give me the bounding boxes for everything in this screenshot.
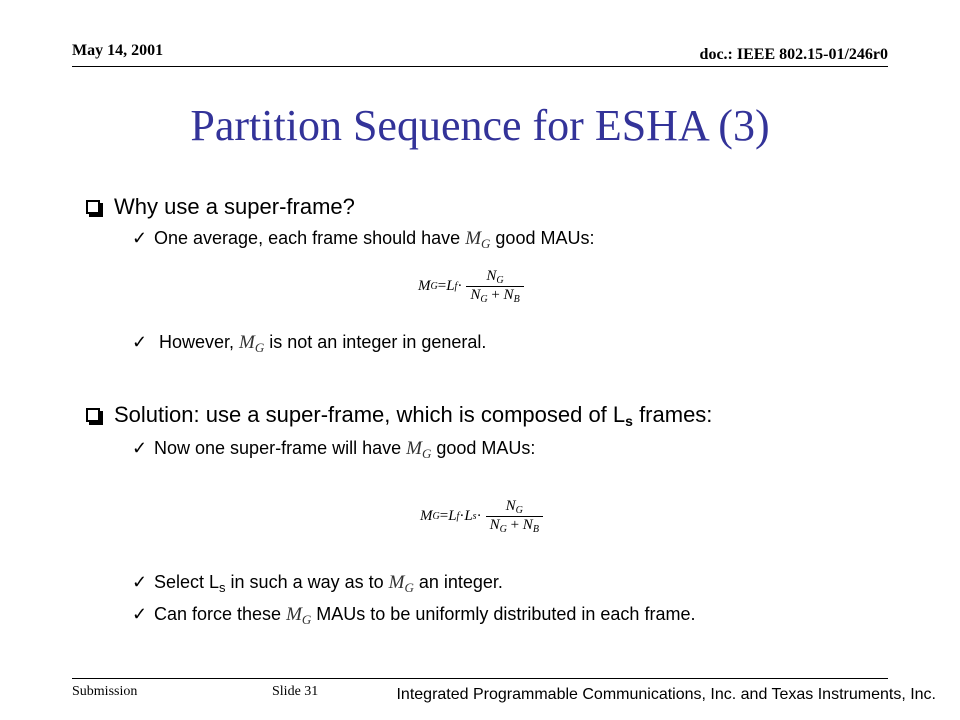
bullet-solution: Solution: use a super-frame, which is composed of $L_s$ frames: (86, 402, 712, 429)
header-rule (72, 66, 888, 67)
checkmark-icon: ✓ (132, 572, 148, 592)
footer-rule (72, 678, 888, 679)
checkmark-icon: ✓ (132, 438, 148, 458)
math-var: $M_G$ (286, 604, 312, 627)
fraction: $\frac{N_G}{N_G + N_B}$ (486, 498, 543, 535)
math-var: $M_G$ (388, 572, 414, 595)
item-not-integer (132, 332, 486, 356)
header-date: May 14, 2001 (72, 42, 164, 59)
item-super-frame-maus: ✓ Now one super-frame will have $M_G$ good MAUs: (132, 438, 536, 461)
square-bullet-icon (86, 408, 100, 422)
math-var: $M_G$ (406, 438, 432, 461)
item-text-post: good MAUs: (490, 228, 595, 248)
checkmark-icon: ✓ (132, 228, 148, 248)
slide-title: Partition Sequence for ESHA (3) (190, 101, 770, 150)
item-average-frame (132, 228, 594, 252)
bullet-why-super-frame (86, 194, 355, 220)
square-bullet-icon (86, 200, 100, 214)
item-text-pre: However, (154, 332, 240, 352)
equation-2: M G = L f · L s · $\frac{N_G}{N_G + N_B}$ (420, 498, 543, 535)
bullet-text: Why use a super-frame? (114, 194, 355, 219)
footer-submission: Submission (72, 684, 138, 699)
footer-organization: Integrated Programmable Communications, Inc. and Texas Instruments, Inc. (396, 686, 936, 703)
math-var: $M_G$ (465, 228, 491, 251)
item-force-uniform: ✓ Can force these $M_G$ MAUs to be uniformly distributed in each frame. (132, 604, 696, 627)
fraction: $\frac{N_G}{N_G + N_B}$ (466, 268, 523, 305)
item-select-ls: ✓ Select $L_s$ in such a way as to $M_G$ an integer. (132, 572, 503, 595)
item-text-pre: One average, each frame should have (154, 228, 466, 248)
equation-1: M G = L f · $\frac{N_G}{N_G + N_B}$ (418, 268, 524, 305)
footer-slide-number: Slide 31 (272, 684, 319, 699)
header-doc-id: doc.: IEEE 802.15-01/246r0 (699, 46, 888, 63)
item-text-post: is not an integer in general. (264, 332, 487, 352)
checkmark-icon: ✓ (132, 332, 148, 352)
math-var: $M_G$ (239, 332, 265, 355)
checkmark-icon: ✓ (132, 604, 148, 624)
